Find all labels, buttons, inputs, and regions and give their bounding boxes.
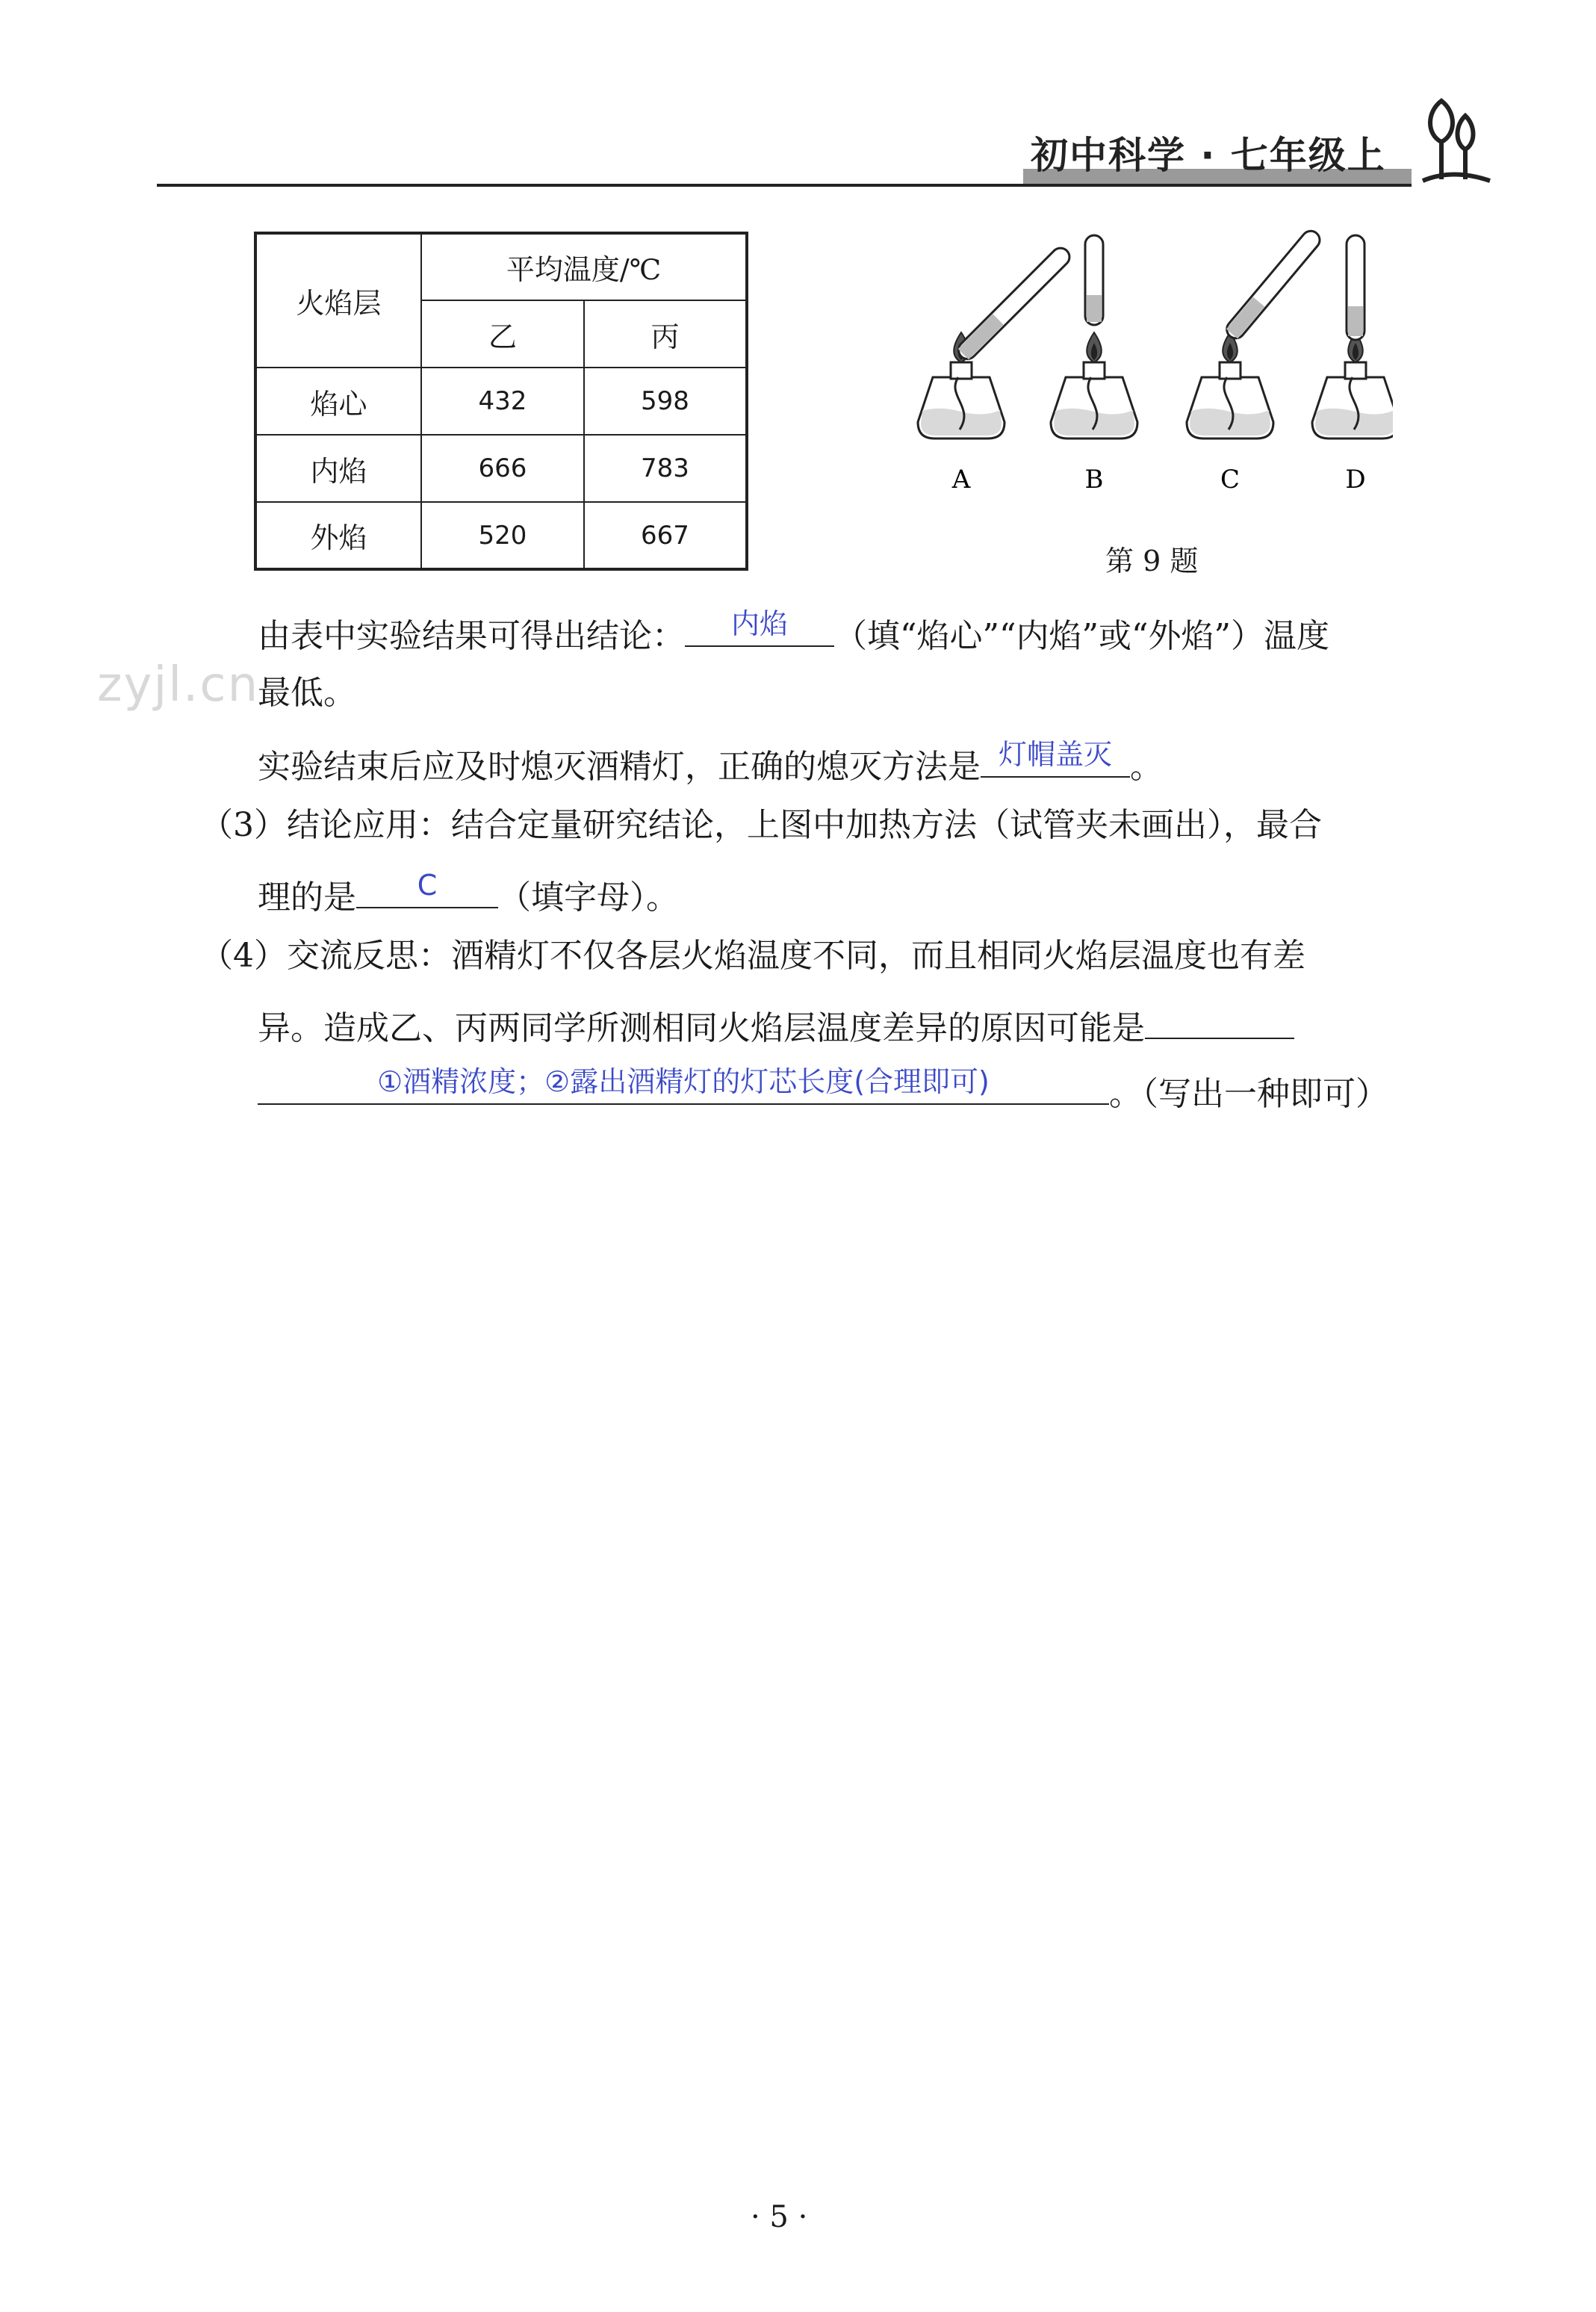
conclusion-line: 由表中实验结果可得出结论： 内焰 （填“焰心”“内焰”或“外焰”）温度 [258,607,1329,655]
value-cell: 783 [584,435,747,502]
value-cell: 520 [421,502,584,569]
conclusion-blank [685,607,834,647]
question-3-answer: C [417,869,438,902]
value-cell: 666 [421,435,584,502]
extinguish-blank [981,738,1130,778]
figure-label-c: C [1220,465,1241,495]
flame-temperature-table [254,232,748,571]
question-3-blank [356,869,498,908]
figure-label-d: D [1345,465,1366,495]
column-header-yi: 乙 [421,300,584,368]
column-header-bing: 丙 [584,300,747,368]
question-4-line-2: 异。造成乙、丙两同学所测相同火焰层温度差异的原因可能是 [258,1005,1294,1045]
value-cell: 667 [584,502,747,569]
table-row [255,368,747,435]
value-cell: 598 [584,368,747,435]
table-row [255,435,747,502]
layer-cell: 外焰 [255,502,421,569]
value-cell: 432 [421,368,584,435]
page-number: · 5 · [751,2200,808,2234]
extinguish-answer: 灯帽盖灭 [998,738,1112,771]
question-4-blank [258,1065,1109,1105]
conclusion-answer: 内焰 [730,607,788,640]
question-3-line-2: 理的是 C （填字母）。 [258,869,679,917]
row-header-cell: 火焰层 [255,233,421,368]
layer-cell: 焰心 [255,368,421,435]
question-4-line-3: ①酒精浓度；②露出酒精灯的灯芯长度(合理即可) 。（写出一种即可） [258,1070,1388,1111]
question-3-line-1: （3）结论应用：结合定量研究结论，上图中加热方法（试管夹未画出），最合 [200,806,1322,844]
question-4-line-1: （4）交流反思：酒精灯不仅各层火焰温度不同，而且相同火焰层温度也有差 [200,937,1305,975]
figure-label-b: B [1084,465,1104,495]
figure-caption: 第 9 题 [1105,545,1199,577]
figure-label-a: A [951,465,971,495]
question-4-blank-tail [1145,1005,1294,1039]
extinguish-line: 实验结束后应及时熄灭酒精灯，正确的熄灭方法是 灯帽盖灭 。 [258,738,1163,786]
table-row [255,502,747,569]
watermark: zyjl.cn [97,657,260,713]
alcohol-lamp-figure [907,228,1393,519]
tree-logo-icon [1419,97,1494,187]
layer-cell: 内焰 [255,435,421,502]
header-rule [157,184,1412,187]
header-title: 初中科学 · 七年级上 [1031,134,1386,177]
conclusion-tail: 最低。 [258,674,356,712]
group-header-cell: 平均温度/℃ [421,233,747,300]
question-4-answer: ①酒精浓度；②露出酒精灯的灯芯长度(合理即可) [377,1065,990,1098]
